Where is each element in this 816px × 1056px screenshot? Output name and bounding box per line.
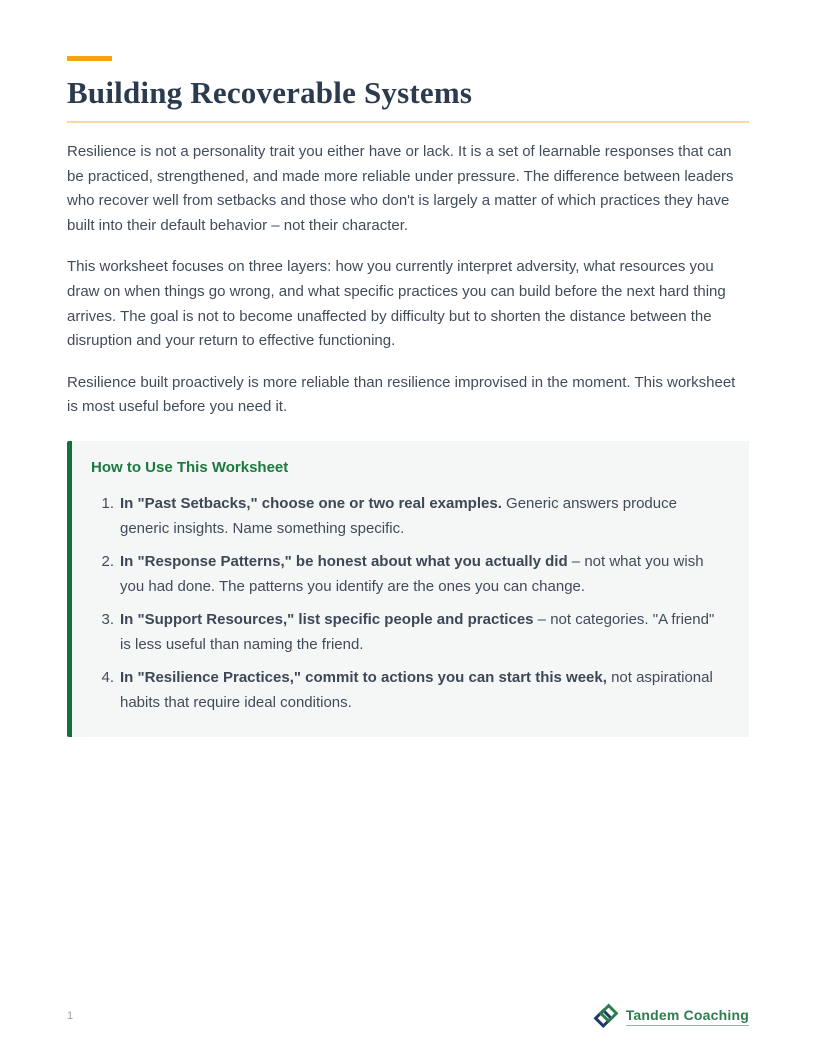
list-item-lead: In "Support Resources," list specific people and practices <box>120 610 534 628</box>
list-item-lead: In "Resilience Practices," commit to actions you can start this week, <box>120 668 607 686</box>
list-item-number: 3. <box>101 610 114 628</box>
list-item-lead: In "Response Patterns," be honest about what you actually did <box>120 552 568 570</box>
list-item <box>91 491 725 541</box>
list-item-number: 2. <box>101 552 114 570</box>
page-content <box>0 56 816 737</box>
list-item-rest: – not categories. "A friend" is less useful than naming the friend. <box>120 610 715 653</box>
list-item-text <box>120 665 725 715</box>
interlocking-diamonds-icon <box>593 1003 619 1029</box>
list-item-lead: In "Past Setbacks," choose one or two real examples. <box>120 494 502 512</box>
accent-bar <box>67 56 112 61</box>
intro-paragraph-3: Resilience built proactively is more reliable than resilience improvised in the moment. This worksheet is most useful before you need it. <box>67 373 736 416</box>
page-footer <box>67 1001 749 1031</box>
list-item-rest: Generic answers produce generic insights. Name something specific. <box>120 494 677 537</box>
intro-paragraph-1: Resilience is not a personality trait you either have or lack. It is a set of learnable responses that can be practiced, strengthened, and made more reliable under pressure. The difference between leaders who recover well from setbacks and those who don't is largely a matter of which practices they have built into their default behavior – not their character. <box>67 143 734 234</box>
callout-title: How to Use This Worksheet <box>91 458 289 476</box>
list-item-text <box>120 607 725 657</box>
list-item-rest: not aspirational habits that require ideal conditions. <box>120 668 713 711</box>
title-rule <box>67 121 749 123</box>
page-title: Building Recoverable Systems <box>67 75 473 110</box>
list-item-rest: – not what you wish you had done. The patterns you identify are the ones you can change. <box>120 552 704 595</box>
list-item-number: 4. <box>101 668 114 686</box>
list-item <box>91 549 725 599</box>
list-item <box>91 665 725 715</box>
callout-instruction-list <box>91 491 725 715</box>
list-item-number: 1. <box>101 494 114 512</box>
page-number: 1 <box>67 1010 74 1022</box>
tandem-coaching-logo <box>593 1003 749 1029</box>
list-item-text <box>120 491 725 541</box>
how-to-use-callout <box>67 441 749 737</box>
intro-paragraph-2: This worksheet focuses on three layers: how you currently interpret adversity, what resources you draw on when things go wrong, and what specific practices you can build before the next hard thing arrives. The goal is not to become unaffected by difficulty but to shorten the distance between the disruption and your return to effective functioning. <box>67 258 726 350</box>
list-item-text <box>120 549 725 599</box>
list-item <box>91 607 725 657</box>
logo-wordmark: Tandem Coaching <box>626 1007 749 1026</box>
